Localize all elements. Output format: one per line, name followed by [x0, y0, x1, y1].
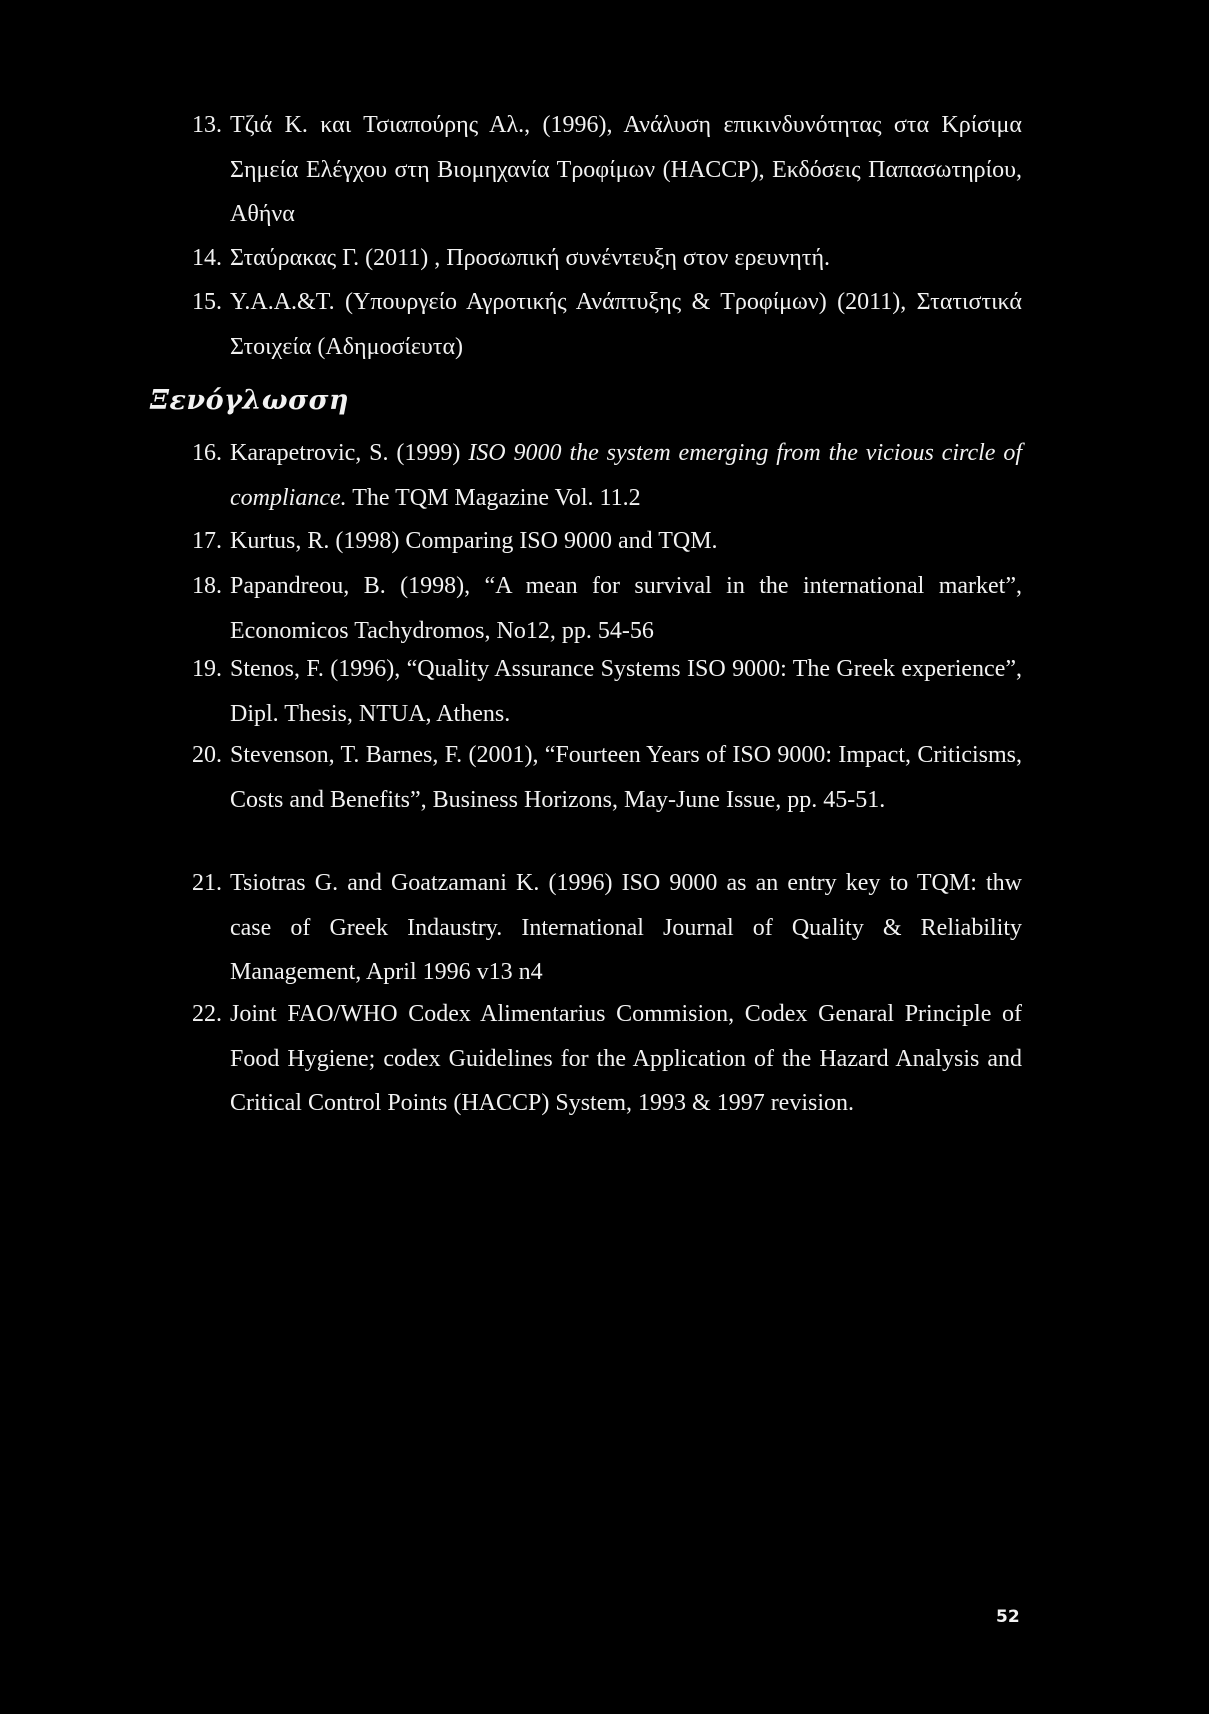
- reference-21: [192, 861, 1022, 995]
- reference-title: ISO 9000 the system emerging from the vicious circle of compliance.: [230, 440, 1022, 511]
- reference-number: 16.: [192, 440, 222, 466]
- reference-number: 20.: [192, 742, 222, 768]
- reference-text: Papandreou, B. (1998), “A mean for survival in the international market”, Economicos Tachydromos, No12, pp. 54-56: [230, 573, 1022, 644]
- reference-text: [230, 431, 1022, 520]
- reference-number: 15.: [192, 289, 222, 315]
- reference-number: 22.: [192, 1001, 222, 1027]
- reference-18: [192, 564, 1022, 653]
- section-heading-foreign: Ξενόγλωσση: [150, 385, 350, 416]
- reference-number: 17.: [192, 528, 222, 554]
- reference-19: [192, 647, 1022, 736]
- reference-20: [192, 733, 1022, 822]
- reference-14: [192, 236, 1022, 281]
- reference-text: Σταύρακας Γ. (2011) , Προσωπική συνέντευξη στον ερευνητή.: [230, 245, 830, 271]
- reference-text: Tsiotras G. and Goatzamani K. (1996) ISO 9000 as an entry key to TQM: thw case of Greek Indaustry. International Journal of Quality & Reliability Management, April 1996 v13 n4: [230, 870, 1022, 985]
- reference-15: [192, 280, 1022, 369]
- reference-text: Kurtus, R. (1998) Comparing ISO 9000 and TQM.: [230, 528, 718, 554]
- reference-text: Τζιά Κ. και Τσιαπούρης Αλ., (1996), Ανάλυση επικινδυνότητας στα Κρίσιμα Σημεία Ελέγχου στη Βιομηχανία Τροφίμων (HACCP), Εκδόσεις Παπασωτηρίου, Αθήνα: [230, 112, 1022, 227]
- reference-16: [192, 431, 1022, 520]
- reference-22: [192, 992, 1022, 1126]
- reference-number: 14.: [192, 245, 222, 271]
- reference-number: 18.: [192, 573, 222, 599]
- reference-number: 13.: [192, 112, 222, 138]
- reference-text: Stenos, F. (1996), “Quality Assurance Systems ISO 9000: The Greek experience”, Dipl. Thesis, NTUA, Athens.: [230, 656, 1022, 727]
- reference-text: Stevenson, T. Barnes, F. (2001), “Fourteen Years of ISO 9000: Impact, Criticisms, Costs and Benefits”, Business Horizons, May-June Issue, pp. 45-51.: [230, 742, 1022, 813]
- reference-number: 21.: [192, 870, 222, 896]
- reference-authors: Karapetrovic, S. (1999): [230, 440, 469, 466]
- reference-number: 19.: [192, 656, 222, 682]
- reference-text: Joint FAO/WHO Codex Alimentarius Commision, Codex Genaral Principle of Food Hygiene; codex Guidelines for the Application of the Hazard Analysis and Critical Control Points (HACCP) System, 1993 & 1997 revision.: [230, 1001, 1022, 1116]
- page-number: 52: [996, 1607, 1020, 1627]
- reference-17: [192, 519, 1022, 564]
- reference-text: Υ.Α.Α.&Τ. (Υπουργείο Αγροτικής Ανάπτυξης & Τροφίμων) (2011), Στατιστικά Στοιχεία (Αδημοσίευτα): [230, 289, 1022, 360]
- reference-source: The TQM Magazine Vol. 11.2: [346, 484, 641, 511]
- reference-13: [192, 103, 1022, 237]
